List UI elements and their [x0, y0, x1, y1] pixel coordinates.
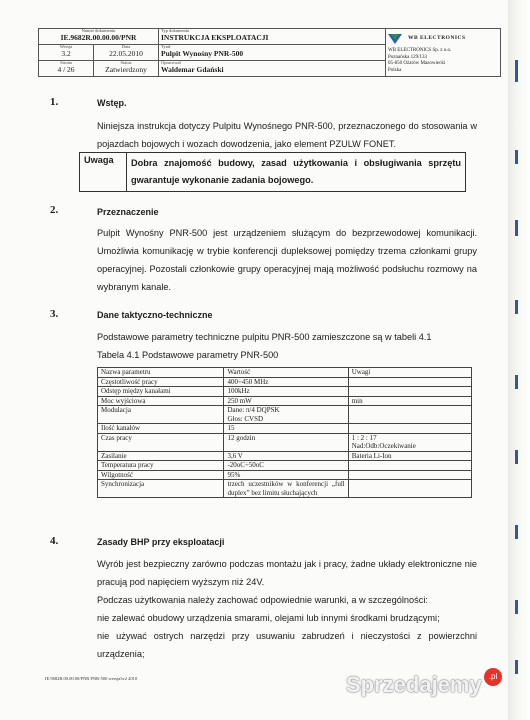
section-4-paragraph-3: nie zalewać obudowy urządzenia smarami, olejami lub innymi środkami brudzącymi;: [97, 613, 440, 623]
table-cell: Synchronizacja: [98, 480, 224, 498]
section-1-text: Niniejsza instrukcja dotyczy Pulpitu Wynośnego PNR-500, przeznaczonego do stosowania w pojazdach bojowych i wozach dowodzenia, jako element PZULW FONET.: [97, 121, 477, 149]
binding-mark: [515, 375, 518, 389]
table-cell: Moc wyjściowa: [98, 396, 224, 406]
section-3-number: 3.: [50, 308, 59, 320]
doc-number-caption: Numer dokumentu: [81, 28, 116, 33]
table-caption: Tabela 4.1 Podstawowe parametry PNR-500: [97, 350, 279, 360]
status: Zatwierdzony: [105, 64, 147, 74]
table-cell: Dane: π/4 DQPSK Głos: CVSD: [224, 406, 348, 424]
table-cell: [348, 377, 471, 387]
table-row: [98, 406, 472, 424]
wb-logo-icon: [388, 32, 402, 46]
author: Waldemar Gdański: [161, 64, 224, 74]
table-cell: [348, 406, 471, 424]
watermark-text: Sprzedajemy: [346, 672, 482, 697]
doc-title: Pulpit Wynośny PNR-500: [161, 48, 244, 58]
table-cell: 95%: [224, 470, 348, 480]
table-header-cell: Uwagi: [348, 368, 471, 378]
binding-mark: [515, 525, 518, 539]
binding-mark: [515, 220, 518, 236]
table-cell: 400÷450 MHz: [224, 377, 348, 387]
section-2-number: 2.: [50, 204, 59, 216]
doc-type: INSTRUKCJA EKSPLOATACJI: [161, 32, 269, 42]
binding-mark: [515, 600, 518, 614]
section-4-number: 4.: [50, 535, 59, 547]
doc-number: IE.9682R.00.00.00/PNR: [60, 32, 137, 42]
table-cell: Bateria Li-Ion: [348, 451, 471, 461]
warning-text: Dobra znajomość budowy, zasad użytkowania i obsługiwania sprzętu gwarantuje wykonanie zadania bojowego.: [127, 153, 466, 192]
table-row: [98, 461, 472, 471]
parameters-table: [97, 367, 472, 498]
table-cell: 15: [224, 424, 348, 434]
table-cell: [348, 461, 471, 471]
binding-edge: [508, 0, 530, 720]
section-1-title: Wstęp.: [97, 98, 127, 108]
company-name: WB ELECTRONICS Sp. z o.o.: [388, 48, 452, 53]
table-cell: [348, 424, 471, 434]
table-cell: 3,6 V: [224, 451, 348, 461]
section-4-paragraph-2: Podczas użytkowania należy zachować odpowiednie warunki, a w szczególności:: [97, 595, 428, 605]
version-caption: Wersja: [59, 44, 73, 49]
section-3-text: Podstawowe parametry techniczne pulpitu PNR-500 zamieszczone są w tabeli 4.1: [97, 332, 432, 342]
section-1-number: 1.: [50, 96, 59, 108]
table-cell: Modulacja: [98, 406, 224, 424]
table-cell: 250 mW: [224, 396, 348, 406]
table-row: [98, 424, 472, 434]
table-cell: [348, 480, 471, 498]
table-cell: Czas pracy: [98, 433, 224, 451]
company-country: Polska: [388, 67, 402, 73]
table-cell: min: [348, 396, 471, 406]
table-cell: trzech uczestników w konferencji „full duplex” bez limitu słuchających: [224, 480, 348, 498]
section-4-title: Zasady BHP przy eksploatacji: [97, 537, 225, 547]
binding-mark: [515, 300, 518, 314]
binding-mark: [515, 660, 518, 674]
table-cell: Ilość kanałów: [98, 424, 224, 434]
watermark-badge: .pl: [484, 668, 502, 686]
table-row: [98, 396, 472, 406]
table-cell: Częstotliwość pracy: [98, 377, 224, 387]
table-cell: 1 : 2 : 17 Nad:Odb:Oczekiwanie: [348, 433, 471, 451]
version: 3.2: [61, 48, 71, 58]
table-header-row: [98, 368, 472, 378]
table-cell: Temperatura pracy: [98, 461, 224, 471]
table-row: [98, 433, 472, 451]
warning-label: Uwaga: [80, 153, 127, 192]
table-row: [98, 451, 472, 461]
table-cell: [348, 387, 471, 397]
table-header-cell: Wartość: [224, 368, 348, 378]
section-2-title: Przeznaczenie: [97, 207, 159, 217]
table-row: [98, 480, 472, 498]
table-header-cell: Nazwa parametru: [98, 368, 224, 378]
section-2-text: Pulpit Wynośny PNR-500 jest urządzeniem służącym do bezprzewodowej komunikacji. Umożliwia komunikację w trybie konferencji dupleksowej pomiędzy trzema członkami grupy operacyjnej. Pozostali członkowie grupy operacyjnej mają możliwość podsłuchu rozmowy na wybranym kanale.: [97, 228, 477, 292]
table-cell: 100kHz: [224, 387, 348, 397]
table-row: [98, 470, 472, 480]
table-cell: Wilgotność: [98, 470, 224, 480]
company-logo-text: WB ELECTRONICS: [408, 35, 466, 42]
date-caption: Data: [121, 44, 131, 49]
binding-mark: [515, 60, 518, 82]
table-cell: Odstęp między kanałami: [98, 387, 224, 397]
table-cell: -20oC÷50oC: [224, 461, 348, 471]
status-caption: Status: [120, 60, 132, 65]
warning-box: [79, 152, 466, 192]
page-number: 4 / 26: [57, 64, 75, 74]
page-caption: Strona: [60, 60, 72, 65]
table-row: [98, 377, 472, 387]
title-caption: Tytuł: [161, 44, 171, 49]
page-footer: IE.9682R.00.00.00/PNR PNR-500 wersja3v2 2010: [45, 676, 138, 681]
section-4-paragraph-4: nie używać ostrych narzędzi przy usuwaniu zabrudzeń i nieczystości z powierzchni urządzenia;: [97, 631, 477, 659]
table-cell: 12 godzin: [224, 433, 348, 451]
date: 22.05.2010: [109, 48, 143, 58]
section-4-paragraph-1: Wyrób jest bezpieczny zarówno podczas montażu jak i pracy, żadne układy elektroniczne nie pracują pod napięciem wyższym niż 24V.: [97, 559, 477, 587]
company-street: Poznańska 129/133: [388, 54, 428, 60]
table-cell: Zasilanie: [98, 451, 224, 461]
company-block: [386, 29, 501, 77]
section-3-title: Dane taktyczno-techniczne: [97, 310, 213, 320]
company-logo: [388, 32, 498, 46]
company-city: 05-850 Ożarów Mazowiecki: [388, 61, 446, 66]
author-caption: Opracował: [161, 60, 181, 65]
table-row: [98, 387, 472, 397]
binding-mark: [515, 450, 518, 464]
document-header: [38, 28, 501, 77]
doc-type-caption: Typ dokumentu: [161, 28, 190, 33]
binding-mark: [515, 150, 518, 164]
table-cell: [348, 470, 471, 480]
